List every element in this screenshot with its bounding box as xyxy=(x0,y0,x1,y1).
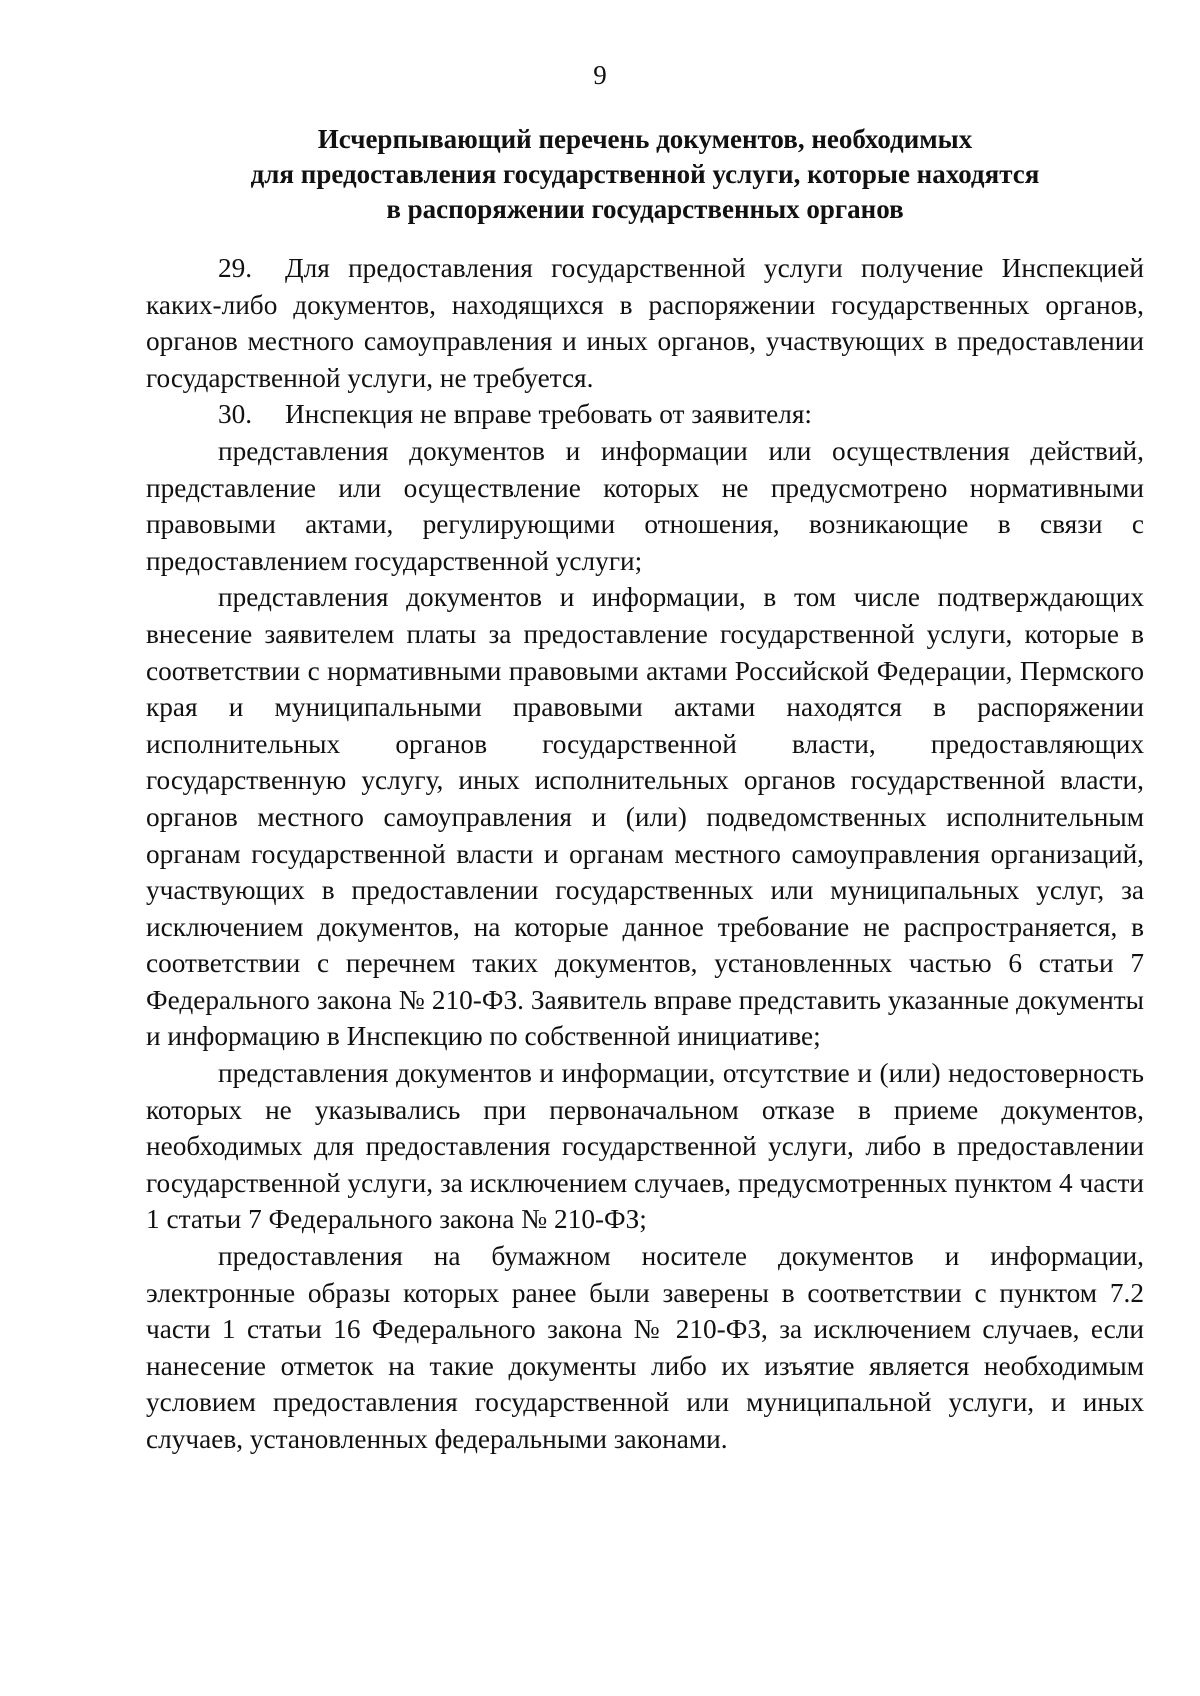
section-heading xyxy=(146,122,1144,227)
list-item-paragraph: предоставления на бумажном носителе документов и информации, электронные образы которых ранее были заверены в соответствии с пунктом 7.2 части 1 статьи 16 Федерального закона № 210-ФЗ, за исключением случаев, если нанесение отметок на такие документы либо их изъятие является необходимым условием предоставления государственной или муниципальной услуги, и иных случаев, установленных федеральными законами. xyxy=(146,1241,1144,1454)
heading-line: в распоряжении государственных органов xyxy=(386,194,904,224)
heading-line: для предоставления государственной услуги, которые находятся xyxy=(250,159,1040,189)
page-number: 9 xyxy=(593,60,607,90)
list-item-paragraph: представления документов и информации, в том числе подтверждающих внесение заявителем платы за предоставление государственной услуги, которые в соответствии с нормативными правовыми актами Российской Федерации, Пермского края и муниципальными правовыми актами находятся в распоряжении исполнительных органов государственной власти, предоставляющих государственную услугу, иных исполнительных органов государственной власти, органов местного самоуправления и (или) подведомственных исполнительным органам государственной власти и органам местного самоуправления организаций, участвующих в предоставлении государственных или муниципальных услуг, за исключением документов, на которые данное требование не распространяется, в соответствии с перечнем таких документов, установленных частью 6 статьи 7 Федерального закона № 210-ФЗ. Заявитель вправе представить указанные документы и информацию в Инспекцию по собственной инициативе; xyxy=(146,582,1144,1052)
list-item-paragraph: представления документов и информации или осуществления действий, представление или осуществление которых не предусмотрено нормативными правовыми актами, регулирующими отношения, возникающие в связи с предоставлением государственной услуги; xyxy=(146,435,1144,576)
paragraph-29 xyxy=(146,250,1144,396)
heading-line: Исчерпывающий перечень документов, необходимых xyxy=(317,124,973,154)
paragraph-number: 30. xyxy=(218,399,253,430)
paragraph-text: Для предоставления государственной услуги получение Инспекцией каких-либо документов, находящихся в распоряжении государственных органов, органов местного самоуправления и иных органов, участвующих в предоставлении государственной услуги, не требуется. xyxy=(146,253,1144,393)
paragraph-number: 29. xyxy=(218,253,253,283)
list-item-paragraph: представления документов и информации, отсутствие и (или) недостоверность которых не указывались при первоначальном отказе в приеме документов, необходимых для предоставления государственной услуги, либо в предоставлении государственной услуги, за исключением случаев, предусмотренных пунктом 4 части 1 статьи 7 Федерального закона № 210-ФЗ; xyxy=(146,1058,1144,1235)
paragraph-30 xyxy=(146,396,1144,433)
document-body xyxy=(146,250,1144,1458)
paragraph-text: Инспекция не вправе требовать от заявителя: xyxy=(285,399,812,430)
